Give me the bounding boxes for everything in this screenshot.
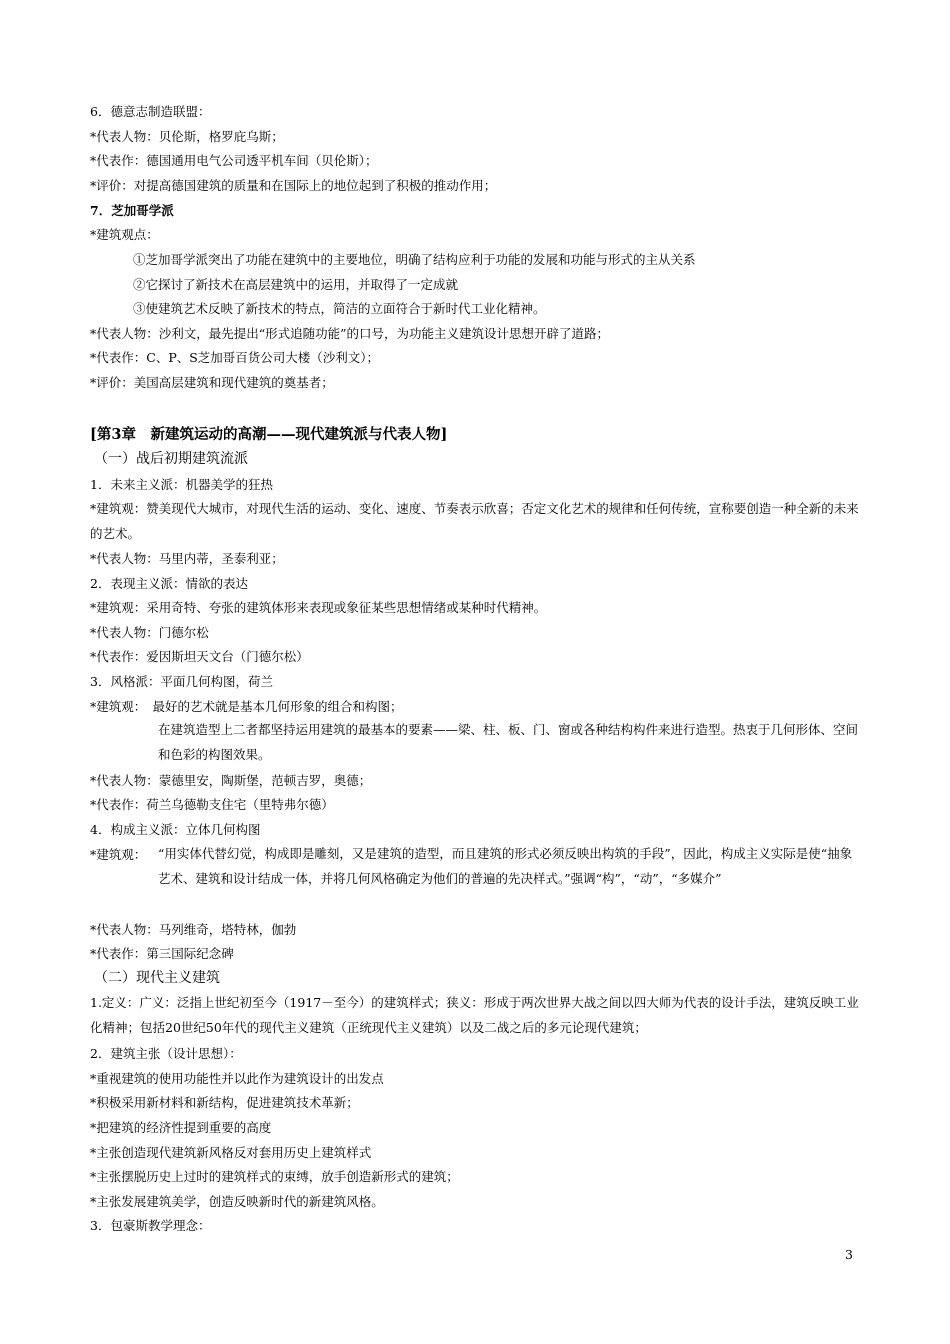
- chapter-heading: [第3章 新建筑运动的高潮——现代建筑派与代表人物]: [90, 426, 448, 443]
- item-heading: 3．风格派：平面几何构图，荷兰: [90, 674, 273, 689]
- text-line: *代表作：荷兰乌德勒支住宅（里特弗尔德）: [90, 797, 334, 812]
- text-line: *代表人物：贝伦斯，格罗庇乌斯；: [90, 129, 284, 144]
- item-heading: 1．未来主义派：机器美学的狂热: [90, 477, 273, 492]
- paragraph: *建筑观：赞美现代大城市，对现代生活的运动、变化、速度、节奏表示欣喜；否定文化艺术的规律和任何传统，宣称要创造一种全新的未来的艺术。: [90, 501, 859, 541]
- label-text: *建筑观：: [90, 847, 147, 862]
- item-heading: 4．构成主义派：立体几何构图: [90, 822, 261, 837]
- numbered-point: ①芝加哥学派突出了功能在建筑中的主要地位，明确了结构应利于功能的发展和功能与形式的主从关系: [133, 252, 696, 267]
- item-heading: 2．建筑主张（设计思想）：: [90, 1046, 242, 1061]
- text-line: *积极采用新材料和新结构，促进建筑技术革新；: [90, 1095, 359, 1110]
- text-line: *代表作：爱因斯坦天文台（门德尔松）: [90, 649, 309, 664]
- item-heading: 2．表现主义派：情欲的表达: [90, 576, 248, 591]
- text-line: *建筑观点：: [90, 227, 159, 242]
- text-line: *评价：对提高德国建筑的质量和在国际上的地位起到了积极的推动作用；: [90, 178, 497, 193]
- text-line: *代表作：C、P、S芝加哥百货公司大楼（沙利文）；: [90, 350, 380, 365]
- text-line: *代表人物：马里内蒂，圣泰利亚；: [90, 551, 284, 566]
- paragraph: 1.定义：广义：泛指上世纪初至今（1917－至今）的建筑样式；狭义：形成于两次世界大战之间以四大师为代表的设计手法，建筑反映工业化精神；包括20世纪50年代的现代主义建筑（正统现代主义建筑）以及二战之后的多元论现代建筑；: [90, 995, 859, 1035]
- section-heading: （一）战后初期建筑流派: [94, 451, 248, 467]
- item-heading-deutscher-werkbund: 6．德意志制造联盟：: [90, 104, 211, 119]
- text-line: *代表人物：马列维奇，塔特林，伽勃: [90, 922, 297, 937]
- text-line: *建筑观： 最好的艺术就是基本几何形象的组合和构图；: [90, 699, 403, 714]
- text-line: *代表作：德国通用电气公司透平机车间（贝伦斯）；: [90, 153, 378, 168]
- text-line: *代表人物：蒙德里安，陶斯堡，范顿吉罗，奥德；: [90, 773, 372, 788]
- text-line: *主张发展建筑美学，创造反映新时代的新建筑风格。: [90, 1194, 384, 1209]
- numbered-point: ②它探讨了新技术在高层建筑中的运用，并取得了一定成就: [133, 277, 459, 292]
- text-line: *重视建筑的使用功能性并以此作为建筑设计的出发点: [90, 1071, 384, 1086]
- section-heading: （二）现代主义建筑: [94, 970, 220, 986]
- indented-paragraph: 在建筑造型上二者都坚持运用建筑的最基本的要素——梁、柱、板、门、窗或各种结构构件来进行造型。热衷于几何形体、空间和色彩的构图效果。: [158, 722, 859, 762]
- text-line: *代表作：第三国际纪念碑: [90, 946, 234, 961]
- indented-paragraph: “用实体代替幻觉，构成即是雕刻，又是建筑的造型，而且建筑的形式必须反映出构筑的手段”，因此，构成主义实际是使“抽象艺术、建筑和设计结成一体，并将几何风格确定为他们的普遍的先决样式。”强调“构”，“动”，“多媒介”: [158, 846, 853, 886]
- text-line: *建筑观：采用奇特、夸张的建筑体形来表现或象征某些思想情绪或某种时代精神。: [90, 600, 547, 615]
- text-line: *评价：美国高层建筑和现代建筑的奠基者；: [90, 375, 334, 390]
- page-number: 3: [845, 1247, 853, 1262]
- text-line: *代表人物：沙利文，最先提出“形式追随功能”的口号，为功能主义建筑设计思想开辟了道路；: [90, 326, 610, 341]
- item-heading-chicago-school: 7．芝加哥学派: [90, 203, 174, 218]
- text-line: *主张创造现代建筑新风格反对套用历史上建筑样式: [90, 1145, 372, 1160]
- numbered-point: ③使建筑艺术反映了新技术的特点，简洁的立面符合于新时代工业化精神。: [133, 301, 546, 316]
- text-line: *主张摆脱历史上过时的建筑样式的束缚，放手创造新形式的建筑；: [90, 1169, 459, 1184]
- text-line: *代表人物：门德尔松: [90, 625, 209, 640]
- text-line: *把建筑的经济性提到重要的高度: [90, 1120, 272, 1135]
- item-heading: 3．包豪斯教学理念：: [90, 1218, 211, 1233]
